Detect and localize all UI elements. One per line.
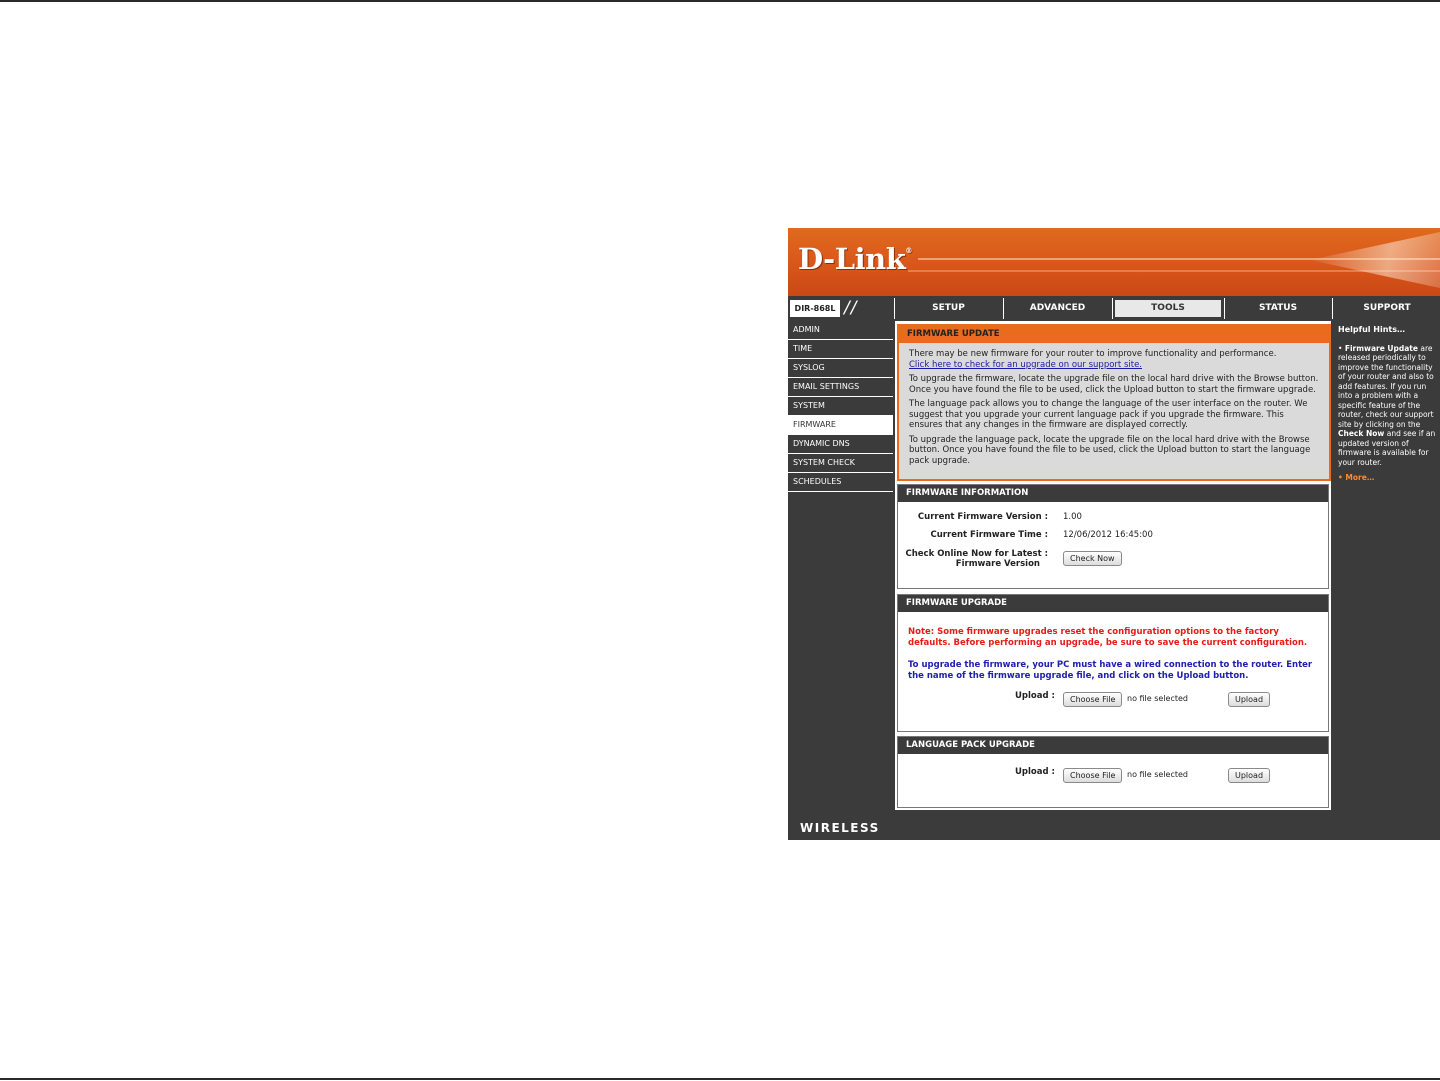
upload-language-pack-button[interactable]: Upload — [1228, 768, 1270, 783]
helpful-hints-panel — [1333, 321, 1440, 810]
sidebar-item-schedules[interactable]: SCHEDULES — [788, 473, 893, 492]
intro-paragraph — [899, 349, 1329, 370]
section-title: LANGUAGE PACK UPGRADE — [898, 737, 1328, 754]
sidebar-item-email-settings[interactable]: EMAIL SETTINGS — [788, 378, 893, 397]
hints-body — [1333, 335, 1440, 468]
footer-bar — [788, 810, 1440, 840]
header-banner — [788, 228, 1440, 296]
logo-text: D-Link — [798, 242, 906, 276]
language-pack-upgrade-section — [897, 736, 1329, 808]
upload-firmware-button[interactable]: Upload — [1228, 692, 1270, 707]
section-title: FIRMWARE INFORMATION — [898, 485, 1328, 502]
banner-wedge — [1310, 232, 1440, 288]
tab-support[interactable]: SUPPORT — [1332, 298, 1440, 319]
check-online-label-2: Firmware Version — [955, 559, 1040, 569]
no-file-selected-text: no file selected — [1127, 770, 1189, 779]
sidebar-item-time[interactable]: TIME — [788, 340, 893, 359]
page-top-rule — [0, 0, 1440, 2]
sidebar — [788, 321, 893, 492]
firmware-time-row — [898, 530, 1318, 542]
sidebar-item-firmware[interactable]: FIRMWARE — [788, 416, 893, 435]
firmware-time-value: 12/06/2012 16:45:00 — [1063, 530, 1153, 540]
sidebar-item-system-check[interactable]: SYSTEM CHECK — [788, 454, 893, 473]
tab-setup[interactable]: SETUP — [894, 298, 1002, 319]
upload-label: Upload : — [1015, 767, 1055, 777]
firmware-version-value: 1.00 — [1063, 512, 1082, 522]
page-bottom-rule — [0, 1078, 1440, 1080]
firmware-version-label: Current Firmware Version : — [917, 512, 1048, 522]
tab-advanced[interactable]: ADVANCED — [1003, 298, 1111, 319]
choose-file-button[interactable]: Choose File — [1063, 692, 1122, 707]
sidebar-item-syslog[interactable]: SYSLOG — [788, 359, 893, 378]
tab-tools[interactable]: TOOLS — [1112, 298, 1223, 319]
hint-term: Firmware Update — [1344, 343, 1418, 353]
wired-connection-note: To upgrade the firmware, your PC must have a wired connection to the router. Enter the name of the firmware upgrade file, and click on the Upload button. — [908, 660, 1313, 681]
hint-text-a: are released periodically to improve the functionality of your router and also to add features. If you run into a problem with a specific feature of the router, check our support site by clicking on the — [1338, 343, 1434, 429]
bullet: • — [1338, 343, 1343, 353]
check-online-label: Check Online Now for Latest : — [905, 549, 1048, 559]
section-title: FIRMWARE UPDATE — [899, 326, 1329, 343]
firmware-time-label: Current Firmware Time : — [930, 530, 1048, 540]
model-badge: DIR-868L — [790, 300, 840, 317]
intro-text: There may be new firmware for your router to improve functionality and performance. — [909, 349, 1277, 359]
hint-check-now: Check Now — [1338, 429, 1385, 438]
bullet: • — [1338, 473, 1343, 482]
hint-text-b: and see if an updated version of firmware is available for your router. — [1338, 429, 1436, 467]
language-pack-instructions: To upgrade the language pack, locate the upgrade file on the local hard drive with the Browse button. Once you have found the file to be used, click the Upload button to start the language pack upgrade. — [909, 434, 1311, 466]
factory-defaults-warning: Note: Some firmware upgrades reset the configuration options to the factory defaults. Before performing an upgrade, be sure to save the current configuration. — [908, 627, 1308, 648]
firmware-instructions: To upgrade the firmware, locate the upgrade file on the local hard drive with the Browse button. Once you have found the file to be used, click the Upload button to start the firmware upgrade. — [909, 374, 1319, 395]
check-now-button[interactable]: Check Now — [1063, 551, 1122, 566]
top-navigation — [788, 298, 1440, 319]
model-label — [788, 298, 892, 319]
language-pack-info: The language pack allows you to change the language of the user interface on the router. We suggest that you upgrade your current language pack if you upgrade the firmware. This ensures that any changes in the firmware are displayed correctly. — [909, 399, 1308, 430]
firmware-upgrade-section — [897, 594, 1329, 732]
sidebar-item-system[interactable]: SYSTEM — [788, 397, 893, 416]
firmware-update-section — [897, 324, 1331, 481]
model-slashes: // — [844, 298, 858, 318]
logo-mark: ® — [905, 246, 912, 255]
upload-label: Upload : — [1015, 691, 1055, 701]
no-file-selected-text: no file selected — [1127, 694, 1189, 703]
more-link-text: More… — [1345, 473, 1375, 482]
firmware-information-section — [897, 484, 1329, 589]
tab-status[interactable]: STATUS — [1224, 298, 1331, 319]
wireless-label: WIRELESS — [800, 821, 880, 835]
section-title: FIRMWARE UPGRADE — [898, 595, 1328, 612]
router-web-ui — [788, 228, 1440, 840]
choose-file-button[interactable]: Choose File — [1063, 768, 1122, 783]
main-content — [895, 321, 1331, 810]
sidebar-item-dynamic-dns[interactable]: DYNAMIC DNS — [788, 435, 893, 454]
sidebar-item-admin[interactable]: ADMIN — [788, 321, 893, 340]
more-link[interactable] — [1333, 467, 1440, 483]
firmware-version-row — [898, 512, 1318, 524]
hints-title: Helpful Hints… — [1338, 325, 1406, 334]
support-site-link[interactable]: Click here to check for an upgrade on our support site. — [909, 359, 1142, 370]
dlink-logo — [798, 242, 912, 276]
